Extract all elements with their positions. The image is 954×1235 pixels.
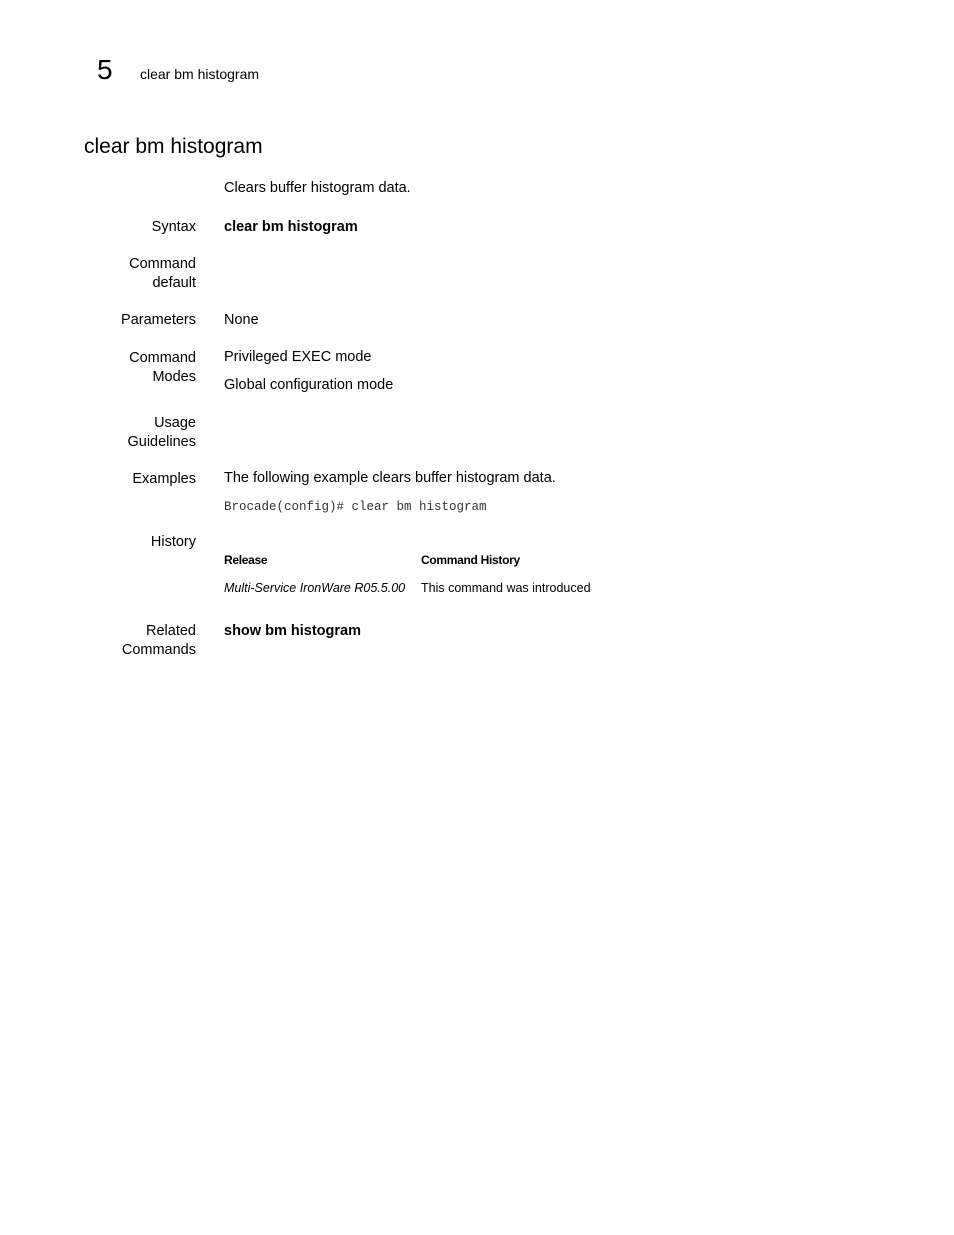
syntax-value: clear bm histogram [224,219,358,235]
history-column-header: Release [224,553,268,567]
parameters-value: None [224,312,259,328]
chapter-number: 5 [97,54,113,85]
command-modes-label: Command Modes [129,350,196,385]
related-commands-label: Related Commands [121,623,196,658]
history-column-header: Command History [421,553,520,567]
running-header-title: clear bm histogram [140,66,260,82]
page-title: clear bm histogram [84,135,263,158]
parameters-label: Parameters [121,312,196,328]
history-description-cell: This command was introduced [421,581,591,595]
history-release-cell: Multi-Service IronWare R05.5.00 [224,581,406,595]
related-command-link[interactable]: show bm histogram [224,623,361,639]
command-mode-item: Privileged EXEC mode [224,349,372,365]
history-label: History [150,534,196,550]
command-mode-item: Global configuration mode [224,377,394,393]
examples-label: Examples [132,471,196,487]
command-default-label: Command default [129,256,196,291]
syntax-label: Syntax [151,219,196,235]
description: Clears buffer histogram data. [224,180,411,196]
example-code: Brocade(config)# clear bm histogram [224,500,487,514]
usage-guidelines-label: Usage Guidelines [127,415,196,450]
examples-intro: The following example clears buffer histogram data. [224,470,556,486]
